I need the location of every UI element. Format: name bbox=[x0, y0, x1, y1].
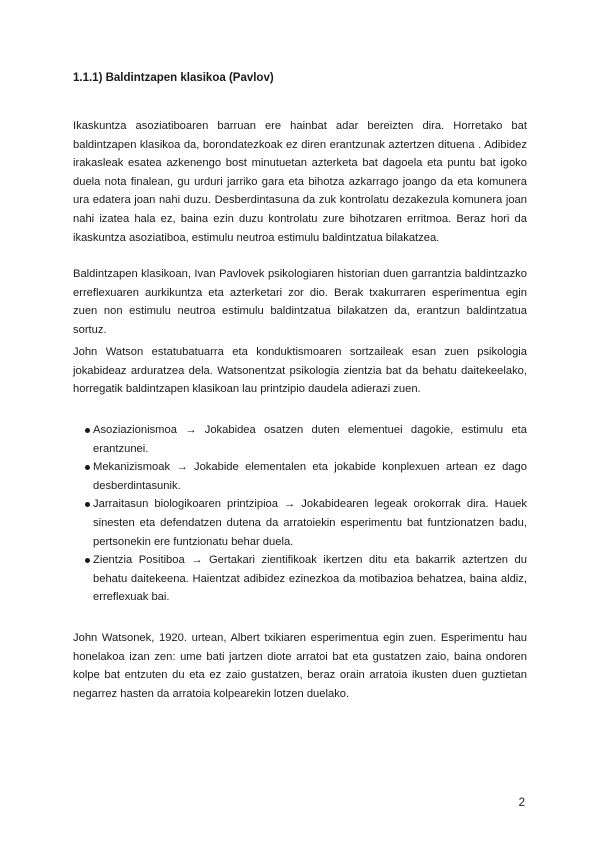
list-item-text: Jarraitasun biologikoaren printzipioa → Jokabidearen legeak orokorrak dira. Hauek sinesten eta defendatzen dutena da arratoiekin esperimentu bat funtzionatzen badu, pertsonekin ere funtzionatu behar duela. bbox=[93, 498, 527, 548]
list-item-text: Mekanizismoak → Jokabide elementalen eta jokabide konplexuen artean ez dago desberdintasunik. bbox=[93, 461, 527, 492]
list-item bbox=[73, 421, 527, 458]
principles-list bbox=[73, 421, 527, 607]
paragraph-associative-learning: Ikaskuntza asoziatiboaren barruan ere hainbat adar bereizten dira. Horretako bat baldintzapen klasikoa da, borondatezkoak ez diren erantzunak aztertzen dituena . Adibidez irakasleak esatea azkenengo bost minutuetan azterketa bat dagoela eta puntu bat igoko duela nota finalean, gu urduri jarriko gara eta bihotza azkarrago joango da eta komunera ura edatera joan nahi duzu. Desberdintasuna da zuk kontrolatu dezakezula komunera joan nahi izatea hala ez, baina ezin duzu kontrolatu zure bihotzaren erritmoa. Beraz hori da ikaskuntza asoziatiboa, estimulu neutroa estimulu baldintzatua bilakatzea. bbox=[73, 120, 527, 244]
paragraph-pavlov: Baldintzapen klasikoan, Ivan Pavlovek psikologiaren historian duen garrantzia baldintzazko erreflexuaren aurkikuntza eta azterketari zor dio. Berak txakurraren esperimentua egin zuen non estimulu neutroa estimulu baldintzatua bilakatzen da, erantzun baldintzatua sortuz. bbox=[73, 268, 527, 336]
bullet-icon bbox=[85, 502, 90, 507]
paragraph-watson: John Watson estatubatuarra eta konduktismoaren sortzaileak esan zuen psikologia jokabideaz arduratzea dela. Watsonentzat psikologia zientzia bat da behatu daitekeelako, horregatik baldintzapen klasikoan lau printzipio daudela adierazi zuen. bbox=[73, 346, 527, 396]
bullet-icon bbox=[85, 558, 90, 563]
paragraph-little-albert: John Watsonek, 1920. urtean, Albert txikiaren esperimentua egin zuen. Esperimentu hau honelakoa izan zen: ume bati jartzen diote arratoi bat eta gustatzen zaio, baina ondoren kolpe bat entzuten du eta ez zaio gustatzen, beraz orain arratoia ikusten duen guztietan negarrez hasten da arratoia kolpearekin lotzen duelako. bbox=[73, 632, 527, 700]
list-item-text: Asoziazionismoa → Jokabidea osatzen duten elementuei dagokie, estimulu eta erantzunei. bbox=[93, 424, 527, 455]
bullet-icon bbox=[85, 428, 90, 433]
list-item bbox=[73, 495, 527, 551]
section-heading: 1.1.1) Baldintzapen klasikoa (Pavlov) bbox=[73, 72, 274, 84]
list-item bbox=[73, 458, 527, 495]
list-item bbox=[73, 551, 527, 607]
list-item-text: Zientzia Positiboa → Gertakari zientifikoak ikertzen ditu eta bakarrik aztertzen du behatu daitekeena. Haientzat adibidez ezinezkoa da motibazioa behatzea, baina aldiz, erreflexuak bai. bbox=[93, 554, 527, 604]
page-number: 2 bbox=[518, 797, 525, 809]
bullet-icon bbox=[85, 465, 90, 470]
